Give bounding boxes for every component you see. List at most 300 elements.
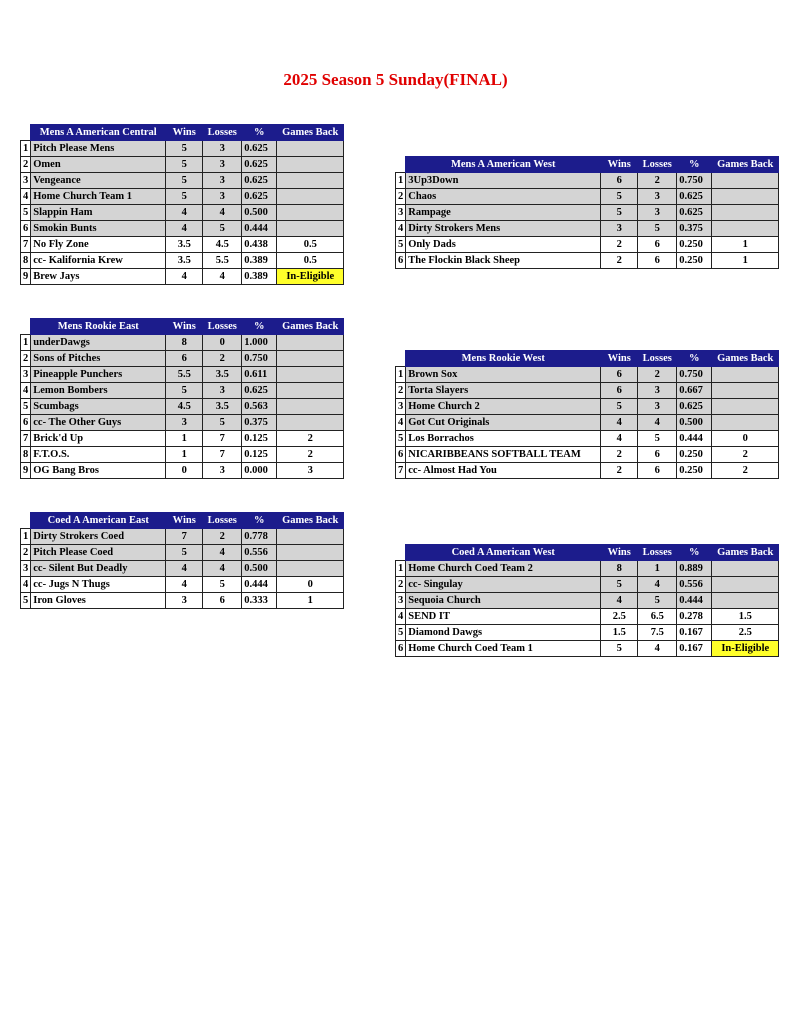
losses-cell: 0 [203,335,242,351]
rank-cell: 3 [396,205,406,221]
table-row [21,577,344,593]
division-name: Coed A American East [31,513,166,529]
table-row [21,173,344,189]
wins-header: Wins [601,157,638,173]
games-back-cell [712,367,779,383]
wins-cell: 5.5 [166,367,203,383]
table-row [21,399,344,415]
table-row [21,351,344,367]
team-name-cell: Omen [31,157,166,173]
games-back-cell: 3 [277,463,344,479]
wins-cell: 7 [166,529,203,545]
table-row [396,253,779,269]
rank-cell: 9 [21,269,31,285]
wins-cell: 2.5 [601,609,638,625]
wins-cell: 4 [166,561,203,577]
wins-header: Wins [601,545,638,561]
rank-cell: 1 [396,173,406,189]
games-back-cell [277,529,344,545]
games-back-cell: In-Eligible [277,269,344,285]
losses-cell: 4 [203,545,242,561]
wins-header: Wins [601,351,638,367]
division-name: Mens A American Central [31,125,166,141]
table-row [21,463,344,479]
pct-cell: 0.625 [242,141,277,157]
team-name-cell: SEND IT [406,609,601,625]
wins-cell: 5 [601,189,638,205]
wins-cell: 4.5 [166,399,203,415]
team-name-cell: Brew Jays [31,269,166,285]
rank-cell: 3 [21,367,31,383]
table-row [396,173,779,189]
table-row [21,415,344,431]
wins-cell: 5 [601,577,638,593]
wins-cell: 3 [166,593,203,609]
losses-header: Losses [638,351,677,367]
wins-cell: 4 [166,269,203,285]
pct-cell: 0.389 [242,253,277,269]
pct-cell: 0.167 [677,625,712,641]
games-back-cell: 2 [712,447,779,463]
table-header-row [396,351,779,367]
table-row [21,593,344,609]
team-name-cell: Slappin Ham [31,205,166,221]
team-name-cell: cc- The Other Guys [31,415,166,431]
losses-cell: 5 [203,415,242,431]
rank-cell: 4 [396,609,406,625]
games-back-cell: 0.5 [277,253,344,269]
games-back-cell [712,383,779,399]
losses-cell: 6.5 [638,609,677,625]
team-name-cell: Brown Sox [406,367,601,383]
pct-cell: 0.667 [677,383,712,399]
table-row [21,447,344,463]
rank-cell: 5 [21,399,31,415]
rank-cell: 7 [396,463,406,479]
pct-cell: 0.625 [677,399,712,415]
pct-cell: 0.556 [677,577,712,593]
wins-cell: 3.5 [166,253,203,269]
wins-cell: 1.5 [601,625,638,641]
table-row [396,609,779,625]
wins-cell: 4 [601,593,638,609]
rank-cell: 1 [21,529,31,545]
games-back-cell: 1 [712,237,779,253]
losses-cell: 5 [638,593,677,609]
standings-table-coed-a-american-west [395,544,779,657]
wins-cell: 5 [166,383,203,399]
pct-cell: 0.889 [677,561,712,577]
wins-header: Wins [166,513,203,529]
table-row [396,641,779,657]
rank-cell: 6 [21,415,31,431]
team-name-cell: OG Bang Bros [31,463,166,479]
games-back-cell: 2 [277,431,344,447]
page-title: 2025 Season 5 Sunday(FINAL) [283,70,508,89]
pct-header: % [677,545,712,561]
pct-cell: 0.611 [242,367,277,383]
table-row [396,447,779,463]
games-back-header: Games Back [277,319,344,335]
games-back-cell [277,383,344,399]
wins-cell: 3 [601,221,638,237]
team-name-cell: cc- Almost Had You [406,463,601,479]
rank-cell: 1 [21,141,31,157]
table-row [396,625,779,641]
rank-cell: 6 [21,221,31,237]
games-back-header: Games Back [277,125,344,141]
division-name: Mens A American West [406,157,601,173]
pct-header: % [242,319,277,335]
rank-cell: 2 [21,351,31,367]
pct-cell: 0.778 [242,529,277,545]
wins-cell: 2 [601,253,638,269]
losses-cell: 6 [638,237,677,253]
team-name-cell: Sequoia Church [406,593,601,609]
table-row [396,561,779,577]
pct-cell: 0.250 [677,237,712,253]
games-back-cell [277,189,344,205]
table-row [21,431,344,447]
pct-cell: 0.125 [242,447,277,463]
losses-cell: 5 [638,221,677,237]
table-header-row [21,319,344,335]
standings-table-mens-rookie-east [20,318,344,479]
wins-cell: 5 [166,173,203,189]
wins-cell: 5 [166,545,203,561]
losses-cell: 3 [203,157,242,173]
wins-cell: 4 [166,577,203,593]
pct-cell: 0.625 [242,189,277,205]
games-back-cell [712,173,779,189]
losses-cell: 6 [203,593,242,609]
pct-cell: 0.500 [242,205,277,221]
losses-cell: 2 [638,173,677,189]
games-back-cell: 0.5 [277,237,344,253]
rank-cell: 7 [21,237,31,253]
losses-cell: 3 [638,399,677,415]
rank-header [396,157,406,173]
wins-cell: 8 [601,561,638,577]
rank-cell: 1 [396,367,406,383]
games-back-cell [277,173,344,189]
losses-cell: 2 [638,367,677,383]
team-name-cell: Diamond Dawgs [406,625,601,641]
games-back-cell: 1 [712,253,779,269]
standings-table-coed-a-american-east [20,512,344,609]
rank-cell: 4 [21,577,31,593]
pct-cell: 0.278 [677,609,712,625]
table-row [396,463,779,479]
wins-cell: 2 [601,447,638,463]
table-row [396,237,779,253]
team-name-cell: NICARIBBEANS SOFTBALL TEAM [406,447,601,463]
team-name-cell: F.T.O.S. [31,447,166,463]
losses-header: Losses [638,157,677,173]
pct-cell: 0.125 [242,431,277,447]
team-name-cell: Iron Gloves [31,593,166,609]
wins-cell: 4 [601,431,638,447]
wins-cell: 1 [166,431,203,447]
losses-cell: 6 [638,253,677,269]
pct-cell: 0.500 [242,561,277,577]
rank-header [396,351,406,367]
games-back-cell [712,577,779,593]
pct-cell: 0.500 [677,415,712,431]
table-header-row [21,513,344,529]
team-name-cell: Sons of Pitches [31,351,166,367]
games-back-cell [277,157,344,173]
table-row [21,157,344,173]
pct-cell: 0.750 [242,351,277,367]
games-back-cell [712,221,779,237]
wins-cell: 2 [601,463,638,479]
games-back-cell [277,399,344,415]
division-name: Mens Rookie West [406,351,601,367]
table-row [21,367,344,383]
table-row [396,399,779,415]
rank-cell: 4 [21,383,31,399]
losses-cell: 4 [203,269,242,285]
rank-cell: 8 [21,253,31,269]
pct-cell: 0.444 [677,431,712,447]
table-row [396,431,779,447]
table-row [21,205,344,221]
wins-cell: 6 [601,173,638,189]
pct-cell: 1.000 [242,335,277,351]
games-back-cell: 1 [277,593,344,609]
rank-cell: 3 [21,561,31,577]
games-back-header: Games Back [712,157,779,173]
losses-cell: 3 [203,463,242,479]
losses-cell: 7 [203,431,242,447]
pct-cell: 0.250 [677,463,712,479]
losses-cell: 3 [638,205,677,221]
losses-cell: 3 [638,189,677,205]
rank-header [21,125,31,141]
pct-cell: 0.563 [242,399,277,415]
wins-cell: 4 [166,221,203,237]
team-name-cell: underDawgs [31,335,166,351]
games-back-cell: 0 [712,431,779,447]
team-name-cell: Torta Slayers [406,383,601,399]
losses-cell: 6 [638,463,677,479]
wins-cell: 3 [166,415,203,431]
games-back-cell [712,593,779,609]
games-back-cell: In-Eligible [712,641,779,657]
games-back-header: Games Back [712,545,779,561]
wins-header: Wins [166,319,203,335]
wins-cell: 5 [166,157,203,173]
team-name-cell: Home Church Team 1 [31,189,166,205]
rank-cell: 6 [396,641,406,657]
games-back-cell [277,205,344,221]
team-name-cell: Dirty Strokers Coed [31,529,166,545]
games-back-cell: 2 [277,447,344,463]
wins-cell: 5 [166,189,203,205]
pct-header: % [242,513,277,529]
table-header-row [396,157,779,173]
rank-cell: 5 [396,237,406,253]
table-row [21,253,344,269]
team-name-cell: Vengeance [31,173,166,189]
wins-cell: 4 [166,205,203,221]
rank-cell: 4 [396,415,406,431]
games-back-header: Games Back [712,351,779,367]
table-row [21,141,344,157]
rank-cell: 1 [396,561,406,577]
games-back-header: Games Back [277,513,344,529]
games-back-cell [277,415,344,431]
losses-cell: 3 [203,383,242,399]
pct-cell: 0.000 [242,463,277,479]
rank-header [21,513,31,529]
rank-cell: 2 [396,189,406,205]
losses-cell: 1 [638,561,677,577]
wins-cell: 2 [601,237,638,253]
games-back-cell [277,367,344,383]
losses-cell: 3 [203,173,242,189]
games-back-cell [277,335,344,351]
wins-cell: 6 [601,383,638,399]
team-name-cell: Pitch Please Coed [31,545,166,561]
team-name-cell: Only Dads [406,237,601,253]
rank-cell: 2 [21,545,31,561]
wins-cell: 6 [601,367,638,383]
team-name-cell: Los Borrachos [406,431,601,447]
games-back-cell: 0 [277,577,344,593]
rank-cell: 9 [21,463,31,479]
losses-cell: 4 [638,577,677,593]
team-name-cell: Scumbags [31,399,166,415]
games-back-cell [277,561,344,577]
games-back-cell [712,205,779,221]
team-name-cell: No Fly Zone [31,237,166,253]
rank-cell: 2 [396,577,406,593]
rank-cell: 3 [21,173,31,189]
pct-cell: 0.750 [677,173,712,189]
pct-cell: 0.750 [677,367,712,383]
losses-cell: 3.5 [203,399,242,415]
losses-cell: 5 [203,221,242,237]
team-name-cell: Pitch Please Mens [31,141,166,157]
pct-cell: 0.444 [242,221,277,237]
losses-header: Losses [203,319,242,335]
team-name-cell: cc- Kalifornia Krew [31,253,166,269]
wins-cell: 0 [166,463,203,479]
table-row [21,383,344,399]
losses-header: Losses [203,513,242,529]
table-header-row [396,545,779,561]
pct-cell: 0.438 [242,237,277,253]
rank-cell: 4 [21,189,31,205]
pct-header: % [242,125,277,141]
losses-cell: 4 [638,415,677,431]
table-row [396,221,779,237]
table-row [396,383,779,399]
games-back-cell [277,351,344,367]
losses-cell: 5.5 [203,253,242,269]
division-name: Mens Rookie East [31,319,166,335]
games-back-cell: 2.5 [712,625,779,641]
pct-cell: 0.389 [242,269,277,285]
losses-cell: 5 [203,577,242,593]
table-row [21,237,344,253]
games-back-cell [712,415,779,431]
table-row [21,529,344,545]
rank-cell: 6 [396,447,406,463]
team-name-cell: Dirty Strokers Mens [406,221,601,237]
wins-cell: 3.5 [166,237,203,253]
losses-header: Losses [638,545,677,561]
pct-cell: 0.625 [677,189,712,205]
wins-cell: 6 [166,351,203,367]
table-row [21,561,344,577]
rank-cell: 2 [396,383,406,399]
losses-cell: 3.5 [203,367,242,383]
standings-table-mens-a-american-central [20,124,344,285]
team-name-cell: cc- Singulay [406,577,601,593]
table-header-row [21,125,344,141]
wins-cell: 1 [166,447,203,463]
games-back-cell [712,561,779,577]
table-row [396,189,779,205]
games-back-cell: 1.5 [712,609,779,625]
pct-cell: 0.625 [677,205,712,221]
team-name-cell: The Flockin Black Sheep [406,253,601,269]
team-name-cell: cc- Jugs N Thugs [31,577,166,593]
losses-cell: 4 [203,205,242,221]
table-row [396,593,779,609]
pct-cell: 0.625 [242,157,277,173]
rank-cell: 6 [396,253,406,269]
rank-cell: 1 [21,335,31,351]
rank-header [396,545,406,561]
team-name-cell: Rampage [406,205,601,221]
rank-cell: 5 [21,593,31,609]
team-name-cell: 3Up3Down [406,173,601,189]
pct-cell: 0.444 [242,577,277,593]
table-row [396,205,779,221]
pct-header: % [677,351,712,367]
pct-cell: 0.250 [677,447,712,463]
pct-cell: 0.333 [242,593,277,609]
wins-header: Wins [166,125,203,141]
team-name-cell: Pineapple Punchers [31,367,166,383]
table-row [21,189,344,205]
table-row [396,415,779,431]
team-name-cell: Home Church Coed Team 2 [406,561,601,577]
rank-cell: 8 [21,447,31,463]
losses-cell: 4.5 [203,237,242,253]
losses-cell: 3 [203,141,242,157]
team-name-cell: cc- Silent But Deadly [31,561,166,577]
losses-cell: 3 [203,189,242,205]
losses-cell: 3 [638,383,677,399]
team-name-cell: Smokin Bunts [31,221,166,237]
rank-cell: 7 [21,431,31,447]
losses-cell: 4 [203,561,242,577]
pct-cell: 0.625 [242,173,277,189]
pct-cell: 0.167 [677,641,712,657]
games-back-cell [277,141,344,157]
losses-cell: 2 [203,351,242,367]
pct-cell: 0.375 [242,415,277,431]
team-name-cell: Home Church 2 [406,399,601,415]
losses-cell: 2 [203,529,242,545]
division-name: Coed A American West [406,545,601,561]
pct-cell: 0.625 [242,383,277,399]
